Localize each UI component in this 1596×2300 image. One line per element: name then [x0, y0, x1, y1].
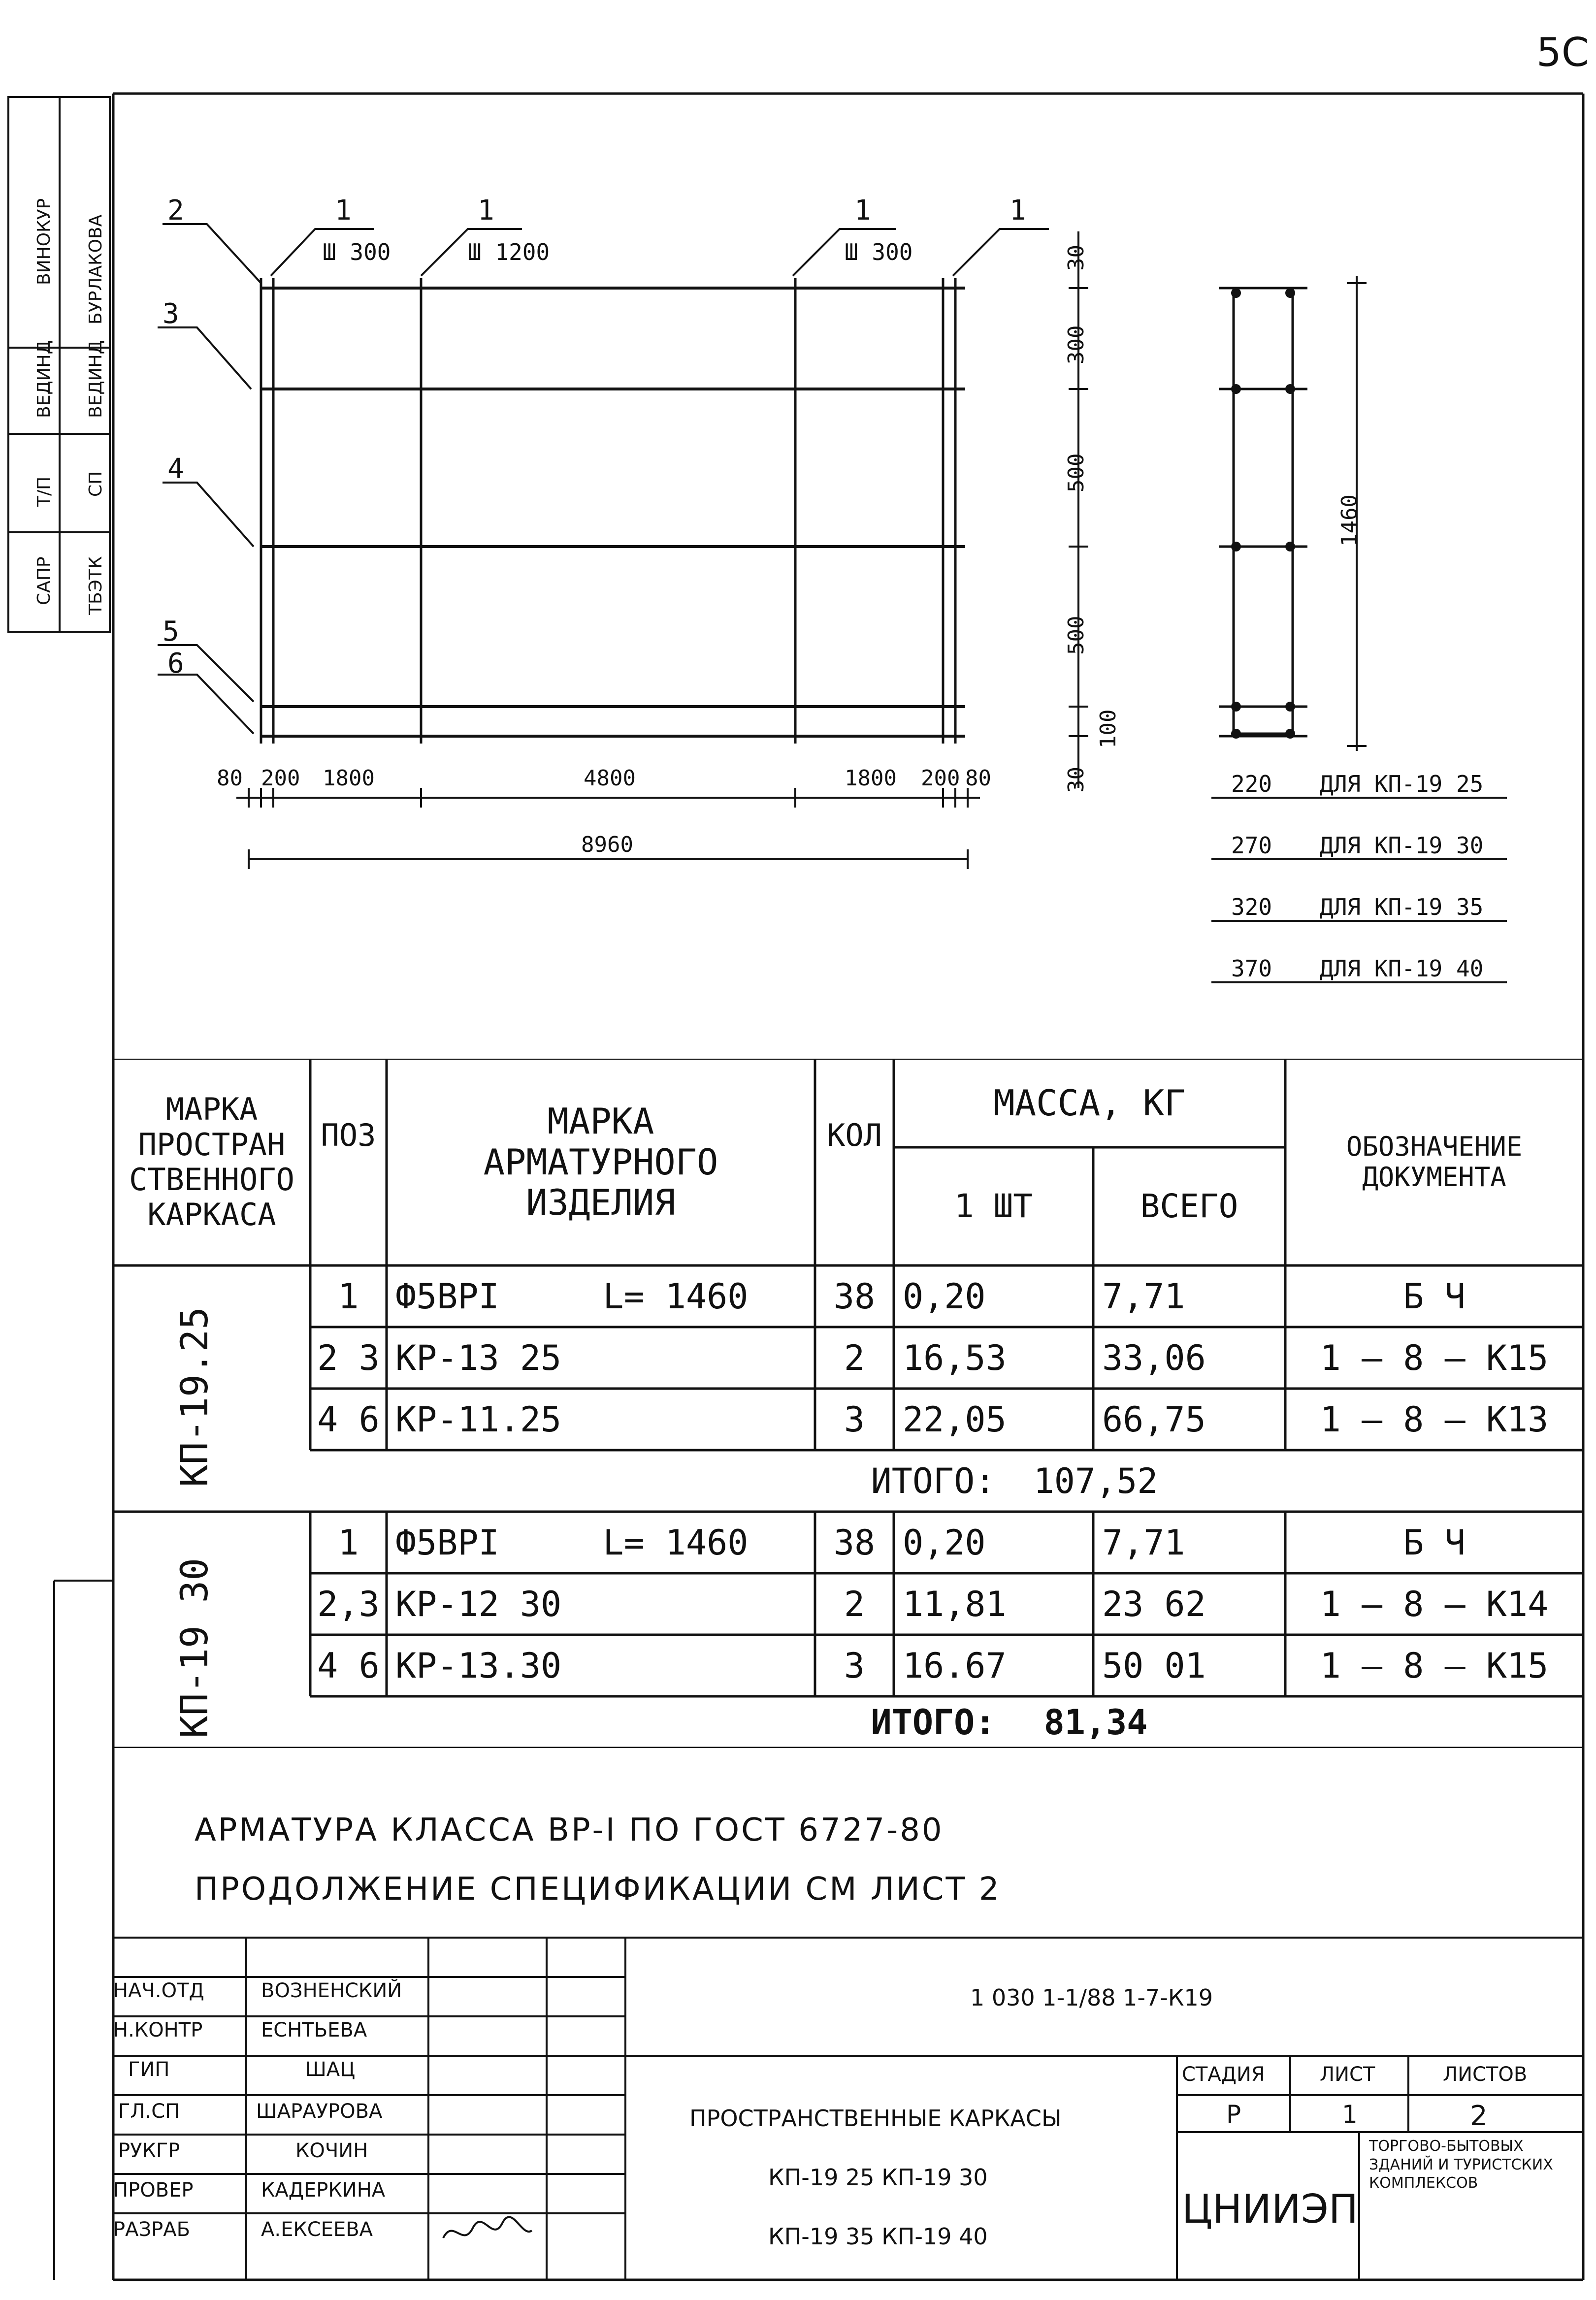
- header-qty: КОЛ: [827, 1117, 882, 1153]
- frame-mark: КП-19.25: [172, 1306, 216, 1487]
- table-cell-mark: Ф5ВРI L= 1460: [395, 1522, 749, 1563]
- dim-label: 100: [1096, 709, 1121, 748]
- header-mass-one: 1 ШТ: [954, 1187, 1033, 1226]
- table-cell-doc: Б Ч: [1403, 1522, 1466, 1563]
- stamp-text: СП: [86, 471, 106, 497]
- dim-label: 1800: [845, 766, 897, 791]
- stamp-text: ТБЭТК: [86, 556, 106, 615]
- page-number: 5C: [1536, 30, 1589, 75]
- table-cell-pos: 1: [338, 1522, 359, 1563]
- header-pos: ПОЗ: [321, 1117, 376, 1153]
- sheets-label: ЛИСТОВ: [1443, 2063, 1528, 2086]
- leader-label: 1: [854, 194, 871, 227]
- leader-label: 1: [1010, 194, 1026, 227]
- stamp-text: ВИНОКУР: [34, 198, 54, 285]
- title-line: ПРОСТРАНСТВЕННЫЕ КАРКАСЫ: [689, 2105, 1062, 2132]
- width-label: ДЛЯ КП-19 35: [1320, 894, 1484, 920]
- leader-label: 1: [478, 194, 494, 227]
- header-doc: ОБОЗНАЧЕНИЕ ДОКУМЕНТА: [1346, 1131, 1523, 1193]
- total-label: ИТОГО:: [871, 1702, 996, 1743]
- note-line: АРМАТУРА КЛАССА ВР-I ПО ГОСТ 6727-80: [195, 1812, 944, 1848]
- header-mass-total: ВСЕГО: [1140, 1187, 1238, 1226]
- table-cell-mark: КР-13.30: [395, 1645, 562, 1686]
- signer-name: ВОЗНЕНСКИЙ: [261, 1979, 402, 2002]
- dim-label: 500: [1064, 453, 1089, 492]
- overall-length: 8960: [581, 832, 633, 857]
- table-cell-total: 33,06: [1102, 1337, 1206, 1378]
- width-value: 270: [1231, 832, 1272, 859]
- width-value: 370: [1231, 955, 1272, 982]
- leader-label: 5: [163, 615, 179, 648]
- signer-role: РУКГР: [118, 2139, 180, 2162]
- table-cell-one: 16.67: [903, 1645, 1007, 1686]
- stamp-text: САПР: [34, 556, 54, 605]
- width-value: 220: [1231, 771, 1272, 797]
- signer-role: ГЛ.СП: [118, 2100, 180, 2123]
- total-label: ИТОГО:: [871, 1460, 996, 1501]
- doc-code: 1 030 1-1/88 1-7-К19: [970, 1984, 1213, 2011]
- stamp-text: ВЕДИНД: [86, 340, 106, 418]
- dim-label: 80: [217, 766, 243, 791]
- frame-mark: КП-19 30: [172, 1557, 216, 1738]
- stage-label: СТАДИЯ: [1182, 2063, 1265, 2086]
- dim-label: 4800: [584, 766, 636, 791]
- dim-label: 30: [1064, 245, 1089, 271]
- signer-role: НАЧ.ОТД: [113, 1979, 204, 2002]
- signer-name: ШАЦ: [305, 2058, 356, 2081]
- table-cell-qty: 3: [844, 1399, 865, 1440]
- leader-label: 1: [335, 194, 352, 227]
- dim-label: 200: [921, 766, 960, 791]
- width-label: ДЛЯ КП-19 30: [1320, 832, 1484, 859]
- width-label: ДЛЯ КП-19 25: [1320, 771, 1484, 797]
- table-cell-qty: 3: [844, 1645, 865, 1686]
- note-line: ПРОДОЛЖЕНИЕ СПЕЦИФИКАЦИИ СМ ЛИСТ 2: [195, 1871, 1001, 1908]
- signer-name: ЕСНТЬЕВА: [261, 2019, 367, 2041]
- table-cell-total: 7,71: [1102, 1522, 1185, 1563]
- signer-role: Н.КОНТР: [113, 2019, 203, 2041]
- table-cell-one: 22,05: [903, 1399, 1007, 1440]
- table-cell-pos: 1: [338, 1276, 359, 1317]
- table-cell-mark: КР-13 25: [395, 1337, 562, 1378]
- table-cell-total: 7,71: [1102, 1276, 1185, 1317]
- table-cell-qty: 38: [833, 1276, 876, 1317]
- table-cell-qty: 2: [844, 1337, 865, 1378]
- spec-table: [113, 1059, 1583, 1748]
- stage-value: Р: [1226, 2100, 1241, 2129]
- sheet-label: ЛИСТ: [1320, 2063, 1375, 2086]
- table-cell-pos: 4 6: [317, 1645, 380, 1686]
- table-cell-total: 66,75: [1102, 1399, 1206, 1440]
- pitch-label: Ш 300: [323, 239, 391, 265]
- table-cell-one: 11,81: [903, 1584, 1007, 1624]
- table-cell-total: 50 01: [1102, 1645, 1206, 1686]
- table-cell-mark: КР-12 30: [395, 1584, 562, 1624]
- header-mass: МАССА, КГ: [993, 1082, 1186, 1124]
- sheets-value: 2: [1470, 2100, 1488, 2132]
- signer-name: ШАРАУРОВА: [256, 2100, 383, 2123]
- table-cell-doc: 1 – 8 — К14: [1320, 1584, 1549, 1624]
- table-cell-mark: КР-11.25: [395, 1399, 562, 1440]
- table-cell-doc: 1 – 8 — К15: [1320, 1645, 1549, 1686]
- signer-role: ПРОВЕР: [113, 2179, 194, 2202]
- dim-label: 500: [1064, 615, 1089, 655]
- stamp-text: БУРЛАКОВА: [86, 214, 106, 324]
- dim-label: 300: [1064, 325, 1089, 364]
- leader-label: 2: [167, 194, 184, 227]
- title-line: КП-19 25 КП-19 30: [768, 2164, 988, 2191]
- signature-scribble: [438, 2208, 537, 2253]
- width-value: 320: [1231, 894, 1272, 920]
- width-label: ДЛЯ КП-19 40: [1320, 955, 1484, 982]
- header-frame-mark: МАРКА ПРОСТРАН СТВЕННОГО КАРКАСА: [129, 1091, 294, 1233]
- org-subtitle: ТОРГОВО-БЫТОВЫХ ЗДАНИЙ И ТУРИСТСКИХ КОМПЛЕКСОВ: [1369, 2138, 1553, 2192]
- header-product-mark: МАРКА АРМАТУРНОГО ИЗДЕЛИЯ: [483, 1100, 718, 1224]
- signer-role: ГИП: [128, 2058, 170, 2081]
- total-value: 107,52: [1033, 1460, 1158, 1501]
- table-cell-one: 16,53: [903, 1337, 1007, 1378]
- signer-name: А.ЕКСЕЕВА: [261, 2218, 373, 2241]
- dim-label: 30: [1064, 767, 1089, 793]
- dim-label: 200: [261, 766, 300, 791]
- table-cell-doc: Б Ч: [1403, 1276, 1466, 1317]
- table-cell-mark: Ф5ВРI L= 1460: [395, 1276, 749, 1317]
- leader-label: 6: [167, 648, 184, 680]
- pitch-label: Ш 1200: [468, 239, 550, 265]
- signer-name: КАДЕРКИНА: [261, 2179, 386, 2202]
- leader-label: 3: [163, 298, 179, 330]
- table-cell-total: 23 62: [1102, 1584, 1206, 1624]
- dim-label: 1800: [323, 766, 375, 791]
- signer-role: РАЗРАБ: [113, 2218, 191, 2241]
- signer-name: КОЧИН: [295, 2139, 368, 2162]
- table-cell-one: 0,20: [903, 1522, 986, 1563]
- org-name: ЦНИИЭП: [1182, 2186, 1358, 2232]
- section-height: 1460: [1337, 494, 1362, 547]
- table-cell-pos: 2,3: [317, 1584, 380, 1624]
- sheet-value: 1: [1342, 2100, 1358, 2129]
- pitch-label: Ш 300: [845, 239, 913, 265]
- table-cell-pos: 4 6: [317, 1399, 380, 1440]
- stamp-text: Т/П: [34, 476, 54, 507]
- table-cell-one: 0,20: [903, 1276, 986, 1317]
- table-cell-qty: 2: [844, 1584, 865, 1624]
- total-value: 81,34: [1043, 1702, 1148, 1743]
- leader-label: 4: [167, 453, 184, 485]
- table-cell-pos: 2 3: [317, 1337, 380, 1378]
- stamp-text: ВЕДИНД: [34, 340, 54, 418]
- table-cell-qty: 38: [833, 1522, 876, 1563]
- table-cell-doc: 1 – 8 — К13: [1320, 1399, 1549, 1440]
- table-cell-doc: 1 – 8 — К15: [1320, 1337, 1549, 1378]
- dim-label: 80: [965, 766, 991, 791]
- title-line: КП-19 35 КП-19 40: [768, 2223, 988, 2250]
